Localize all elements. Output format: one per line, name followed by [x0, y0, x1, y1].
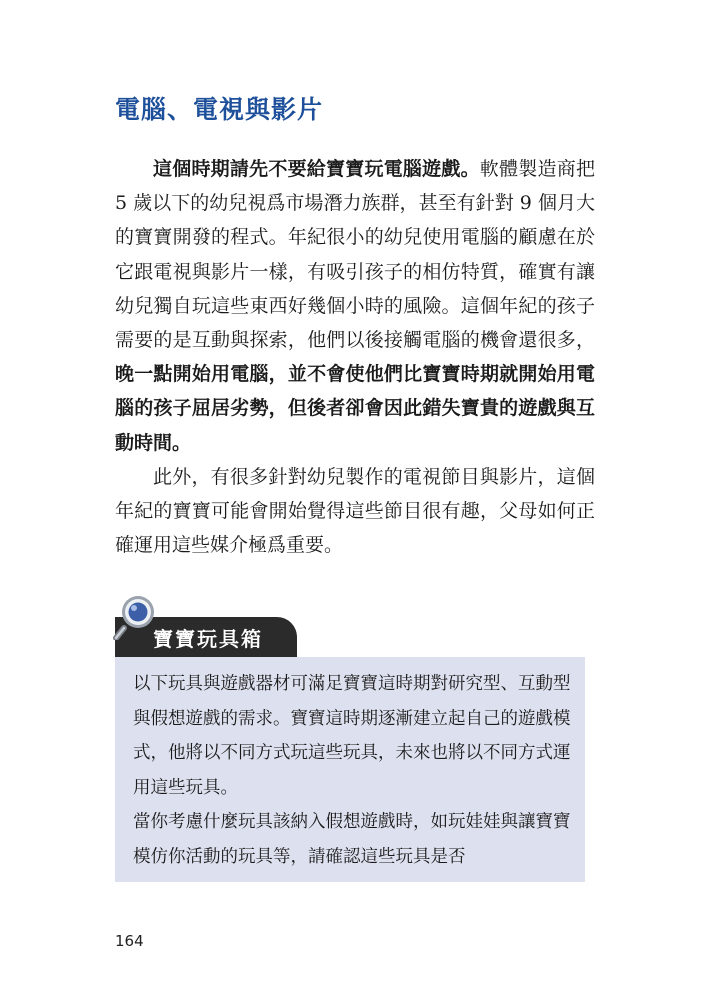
bold-lead: 這個時期請先不要給寶寶玩電腦遊戲。: [153, 158, 480, 180]
paragraph-body: 軟體製造商把 5 歲以下的幼兒視爲市場潛力族群，甚至有針對 9 個月大的寶寶開發的程式。年紀很小的幼兒使用電腦的顧慮在於它跟電視與影片一樣，有吸引孩子的相仿特質，確實有讓幼兒獨自玩這些東西好幾個小時的風險。這個年紀的孩子需要的是互動與探索，他們以後接觸電腦的機會還很多，: [115, 158, 595, 352]
section-title: 電腦、電視與影片: [115, 95, 324, 124]
toybox-title: 寶寶玩具箱: [153, 627, 263, 651]
toybox-paragraph-1: 以下玩具與遊戲器材可滿足寶寶這時期對研究型、互動型與假想遊戲的需求。寶寶這時期逐漸建立起自己的遊戲模式，他將以不同方式玩這些玩具，未來也將以不同方式運用這些玩具。: [133, 674, 571, 798]
toybox-panel: [115, 657, 585, 882]
bold-tail: 晚一點開始用電腦，並不會使他們比寶寶時期就開始用電腦的孩子屈居劣勢，但後者卻會因此錯失寶貴的遊戲與互動時間。: [115, 363, 595, 454]
toybox-paragraph-2: 當你考慮什麼玩具該納入假想遊戲時，如玩娃娃與讓寶寶模仿你活動的玩具等，請確認這些玩具是否: [133, 812, 571, 867]
paragraph-computers: [115, 152, 595, 460]
rattle-icon: [110, 592, 158, 640]
paragraph-tv: 此外，有很多針對幼兒製作的電視節目與影片，這個年紀的寶寶可能會開始覺得這些節目很有趣，父母如何正確運用這些媒介極爲重要。: [115, 465, 595, 557]
body-text: [115, 152, 595, 562]
page-number: 164: [115, 932, 144, 950]
toybox-text: [133, 667, 573, 874]
